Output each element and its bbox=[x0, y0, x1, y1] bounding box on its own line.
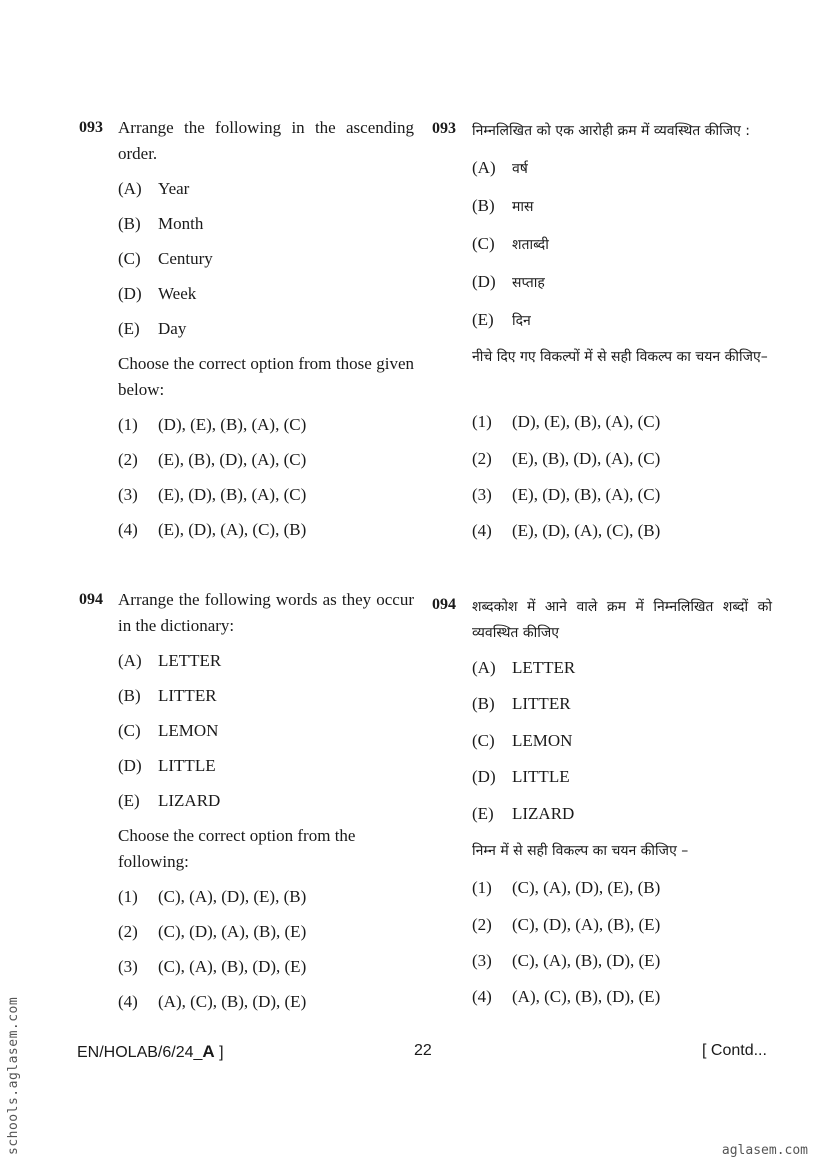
list-item: (A) LETTER bbox=[472, 658, 576, 677]
page-number: 22 bbox=[414, 1042, 432, 1059]
list-item: (E) LIZARD bbox=[472, 804, 575, 823]
question-94-hindi bbox=[432, 596, 772, 1016]
answer-option: (2) (C), (D), (A), (B), (E) bbox=[118, 922, 307, 941]
list-item: (E) दिन bbox=[472, 310, 531, 329]
answer-option: (3) (E), (D), (B), (A), (C) bbox=[118, 485, 307, 504]
question-instruction: नीचे दिए गए विकल्पों में से सही विकल्प का चयन कीजिए– bbox=[472, 349, 768, 365]
question-number: 094 bbox=[432, 596, 456, 613]
answer-option: (1) (C), (A), (D), (E), (B) bbox=[472, 878, 661, 897]
answer-option: (2) (E), (B), (D), (A), (C) bbox=[118, 450, 307, 469]
answer-option: (3) (E), (D), (B), (A), (C) bbox=[472, 485, 661, 504]
list-item: (B) LITTER bbox=[118, 686, 217, 705]
list-item: (D) Week bbox=[118, 284, 197, 303]
list-item: (D) LITTLE bbox=[472, 767, 570, 786]
side-watermark: schools.aglasem.com bbox=[6, 996, 21, 1155]
list-item: (D) सप्ताह bbox=[472, 272, 545, 291]
question-number: 093 bbox=[79, 119, 103, 136]
question-93-english bbox=[79, 119, 415, 549]
answer-option: (4) (E), (D), (A), (C), (B) bbox=[472, 521, 661, 540]
list-item: (A) LETTER bbox=[118, 651, 222, 670]
question-number: 094 bbox=[79, 591, 103, 608]
question-stem: निम्नलिखित को एक आरोही क्रम में व्यवस्थित कीजिए : bbox=[472, 123, 751, 139]
question-instruction: निम्न में से सही विकल्प का चयन कीजिए – bbox=[472, 843, 689, 859]
list-item: (B) मास bbox=[472, 196, 534, 215]
list-item: (C) शताब्दी bbox=[472, 234, 549, 253]
answer-option: (3) (C), (A), (B), (D), (E) bbox=[472, 951, 661, 970]
list-item: (A) Year bbox=[118, 179, 190, 198]
list-item: (E) Day bbox=[118, 319, 187, 338]
question-93-hindi bbox=[432, 120, 772, 550]
answer-option: (2) (C), (D), (A), (B), (E) bbox=[472, 915, 661, 934]
continued-label: [ Contd... bbox=[702, 1042, 767, 1059]
list-item: (C) LEMON bbox=[472, 731, 573, 750]
question-stem: शब्दकोश में आने वाले क्रम में निम्नलिखित शब्दों को व्यवस्थित कीजिए bbox=[472, 599, 772, 641]
list-item: (C) LEMON bbox=[118, 721, 219, 740]
question-instruction: Choose the correct option from those given below: bbox=[118, 354, 414, 399]
answer-option: (4) (E), (D), (A), (C), (B) bbox=[118, 520, 307, 539]
question-instruction: Choose the correct option from the following: bbox=[118, 826, 356, 871]
answer-option: (1) (D), (E), (B), (A), (C) bbox=[472, 412, 661, 431]
list-item: (A) वर्ष bbox=[472, 158, 528, 177]
list-item: (B) LITTER bbox=[472, 694, 571, 713]
answer-option: (1) (D), (E), (B), (A), (C) bbox=[118, 415, 307, 434]
bottom-watermark: aglasem.com bbox=[721, 1143, 808, 1158]
question-94-english bbox=[79, 591, 415, 1021]
list-item: (E) LIZARD bbox=[118, 791, 221, 810]
answer-option: (4) (A), (C), (B), (D), (E) bbox=[472, 987, 661, 1006]
paper-code: EN/HOLAB/6/24_A ] bbox=[77, 1042, 224, 1061]
answer-option: (3) (C), (A), (B), (D), (E) bbox=[118, 957, 307, 976]
question-number: 093 bbox=[432, 120, 456, 137]
question-stem: Arrange the following words as they occur in the dictionary: bbox=[118, 590, 414, 635]
question-stem: Arrange the following in the ascending order. bbox=[118, 118, 414, 163]
answer-option: (4) (A), (C), (B), (D), (E) bbox=[118, 992, 307, 1011]
list-item: (B) Month bbox=[118, 214, 204, 233]
list-item: (D) LITTLE bbox=[118, 756, 216, 775]
answer-option: (1) (C), (A), (D), (E), (B) bbox=[118, 887, 307, 906]
list-item: (C) Century bbox=[118, 249, 213, 268]
answer-option: (2) (E), (B), (D), (A), (C) bbox=[472, 449, 661, 468]
